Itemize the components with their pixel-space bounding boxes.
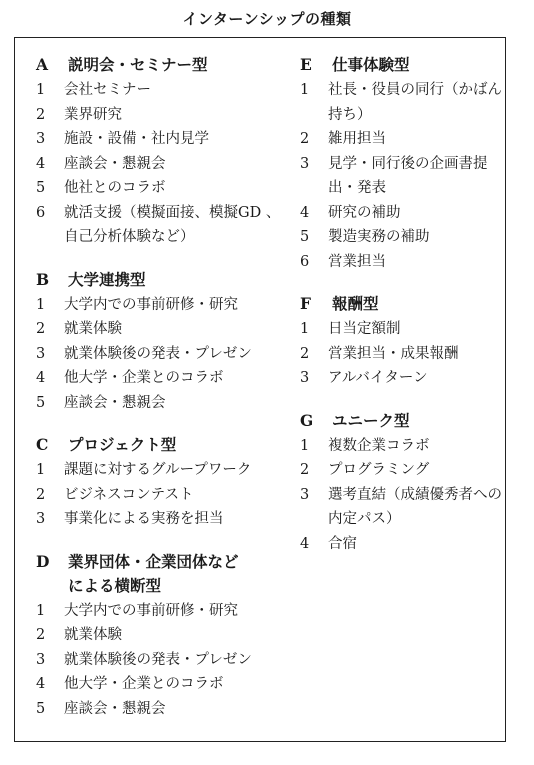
item-number: 3 bbox=[36, 345, 46, 362]
item-text: 座談会・懇親会 bbox=[64, 155, 166, 172]
item-number: 2 bbox=[300, 131, 310, 147]
item-text: 複数企業コラボ bbox=[328, 437, 430, 454]
item-number: 5 bbox=[36, 180, 46, 196]
section-letter: D bbox=[36, 551, 50, 571]
item-number: 2 bbox=[36, 627, 46, 643]
item-text: 就業体験後の発表・プレゼン bbox=[64, 345, 252, 362]
item-number: 5 bbox=[36, 394, 46, 411]
item-text: 就業体験後の発表・プレゼン bbox=[64, 651, 252, 668]
page-title: インターンシップの種類 bbox=[182, 10, 352, 28]
item-text: 研究の補助 bbox=[328, 204, 401, 221]
list-item bbox=[300, 201, 510, 226]
item-number: 3 bbox=[36, 131, 46, 147]
list-item bbox=[300, 317, 510, 342]
item-text: 事業化による実務を担当 bbox=[64, 511, 224, 527]
item-text: 就業体験 bbox=[64, 321, 122, 337]
list-item bbox=[300, 225, 510, 250]
list-item bbox=[300, 250, 510, 275]
section-letter: C bbox=[36, 435, 49, 454]
list-item bbox=[300, 127, 510, 152]
section-d bbox=[36, 550, 281, 722]
item-text: 大学内での事前研修・研究 bbox=[64, 602, 238, 619]
list-item bbox=[300, 483, 510, 532]
item-text: 日当定額制 bbox=[328, 321, 401, 337]
section-heading bbox=[300, 409, 510, 433]
item-number: 1 bbox=[300, 321, 310, 337]
item-text: 選考直結（成績優秀者への内定パス） bbox=[328, 486, 502, 527]
item-text: 営業担当 bbox=[328, 253, 386, 270]
item-text: 課題に対するグループワーク bbox=[64, 462, 252, 478]
item-text: 他社とのコラボ bbox=[64, 180, 166, 196]
item-number: 6 bbox=[36, 204, 46, 221]
section-a bbox=[36, 53, 281, 250]
list-item bbox=[300, 152, 510, 201]
item-text: 業界研究 bbox=[64, 106, 122, 123]
item-number: 4 bbox=[300, 535, 310, 552]
item-number: 2 bbox=[36, 486, 46, 503]
section-heading bbox=[36, 550, 251, 598]
item-number: 1 bbox=[36, 462, 46, 478]
item-number: 2 bbox=[300, 462, 310, 478]
item-text: 大学内での事前研修・研究 bbox=[64, 296, 238, 313]
item-number: 1 bbox=[36, 82, 46, 98]
item-number: 1 bbox=[300, 437, 310, 454]
section-name: プロジェクト型 bbox=[68, 435, 177, 454]
item-number: 3 bbox=[36, 511, 46, 527]
item-text: 就活支援（模擬面接、模擬GD 、自己分析体験など） bbox=[64, 204, 281, 245]
section-name: 大学連携型 bbox=[68, 269, 146, 289]
item-number: 3 bbox=[300, 155, 310, 172]
section-name: 仕事体験型 bbox=[332, 55, 410, 74]
item-text: ビジネスコンテスト bbox=[64, 486, 194, 503]
section-letter: F bbox=[300, 294, 312, 313]
item-text: 製造実務の補助 bbox=[328, 229, 430, 245]
item-text: 見学・同行後の企画書提出・発表 bbox=[328, 155, 488, 196]
item-number: 5 bbox=[300, 229, 310, 245]
item-number: 6 bbox=[300, 253, 310, 270]
section-heading bbox=[36, 433, 281, 457]
item-text: 他大学・企業とのコラボ bbox=[64, 676, 224, 692]
item-number: 4 bbox=[300, 204, 310, 221]
list-item bbox=[36, 458, 281, 483]
list-item bbox=[36, 483, 281, 508]
list-item bbox=[36, 176, 281, 201]
section-name: 説明会・セミナー型 bbox=[68, 55, 208, 74]
item-number: 1 bbox=[300, 82, 310, 98]
list-item bbox=[36, 672, 281, 697]
item-number: 3 bbox=[300, 486, 310, 503]
section-letter: G bbox=[300, 410, 314, 430]
list-item bbox=[300, 458, 510, 483]
list-item bbox=[36, 78, 281, 103]
list-item bbox=[36, 507, 281, 532]
item-text: 会社セミナー bbox=[64, 82, 151, 98]
item-text: 座談会・懇親会 bbox=[64, 394, 166, 411]
list-item bbox=[36, 201, 281, 250]
list-item bbox=[36, 103, 281, 128]
section-letter: E bbox=[300, 55, 312, 74]
list-item bbox=[300, 78, 510, 127]
right-column bbox=[300, 53, 510, 574]
left-column bbox=[36, 53, 281, 739]
section-heading bbox=[300, 53, 510, 77]
item-number: 2 bbox=[300, 345, 310, 362]
item-text: 他大学・企業とのコラボ bbox=[64, 370, 224, 386]
item-text: 営業担当・成果報酬 bbox=[328, 345, 459, 362]
list-item bbox=[36, 342, 281, 367]
section-heading bbox=[36, 53, 281, 77]
section-b bbox=[36, 268, 281, 416]
list-item bbox=[36, 317, 281, 342]
item-number: 5 bbox=[36, 700, 46, 717]
list-item bbox=[36, 152, 281, 177]
section-letter: B bbox=[36, 269, 50, 289]
item-number: 3 bbox=[300, 370, 310, 386]
list-item bbox=[300, 366, 510, 391]
section-heading bbox=[300, 292, 510, 316]
list-item bbox=[36, 366, 281, 391]
item-text: 社長・役員の同行（かばん持ち） bbox=[328, 82, 502, 123]
list-item bbox=[300, 532, 510, 557]
list-item bbox=[300, 342, 510, 367]
section-name: 報酬型 bbox=[332, 294, 379, 313]
item-number: 2 bbox=[36, 106, 46, 123]
item-number: 1 bbox=[36, 602, 46, 619]
section-g bbox=[300, 409, 510, 557]
list-item bbox=[36, 623, 281, 648]
item-text: 合宿 bbox=[328, 535, 357, 552]
item-text: 就業体験 bbox=[64, 627, 122, 643]
section-name: 業界団体・企業団体などによる横断型 bbox=[68, 551, 239, 595]
section-name: ユニーク型 bbox=[332, 410, 410, 430]
item-number: 1 bbox=[36, 296, 46, 313]
list-item bbox=[36, 127, 281, 152]
list-item bbox=[36, 599, 281, 624]
item-number: 4 bbox=[36, 155, 46, 172]
item-text: アルバイターン bbox=[328, 370, 428, 386]
list-item bbox=[36, 648, 281, 673]
item-number: 4 bbox=[36, 370, 46, 386]
item-text: プログラミング bbox=[328, 462, 430, 478]
item-text: 雑用担当 bbox=[328, 131, 386, 147]
section-letter: A bbox=[36, 55, 49, 74]
item-text: 座談会・懇親会 bbox=[64, 700, 166, 717]
list-item bbox=[36, 697, 281, 722]
item-number: 3 bbox=[36, 651, 46, 668]
item-number: 4 bbox=[36, 676, 46, 692]
list-item bbox=[36, 293, 281, 318]
section-heading bbox=[36, 268, 281, 292]
section-f bbox=[300, 292, 510, 391]
list-item bbox=[300, 434, 510, 459]
section-e bbox=[300, 53, 510, 274]
section-c bbox=[36, 433, 281, 532]
item-text: 施設・設備・社内見学 bbox=[64, 131, 209, 147]
item-number: 2 bbox=[36, 321, 46, 337]
list-item bbox=[36, 391, 281, 416]
